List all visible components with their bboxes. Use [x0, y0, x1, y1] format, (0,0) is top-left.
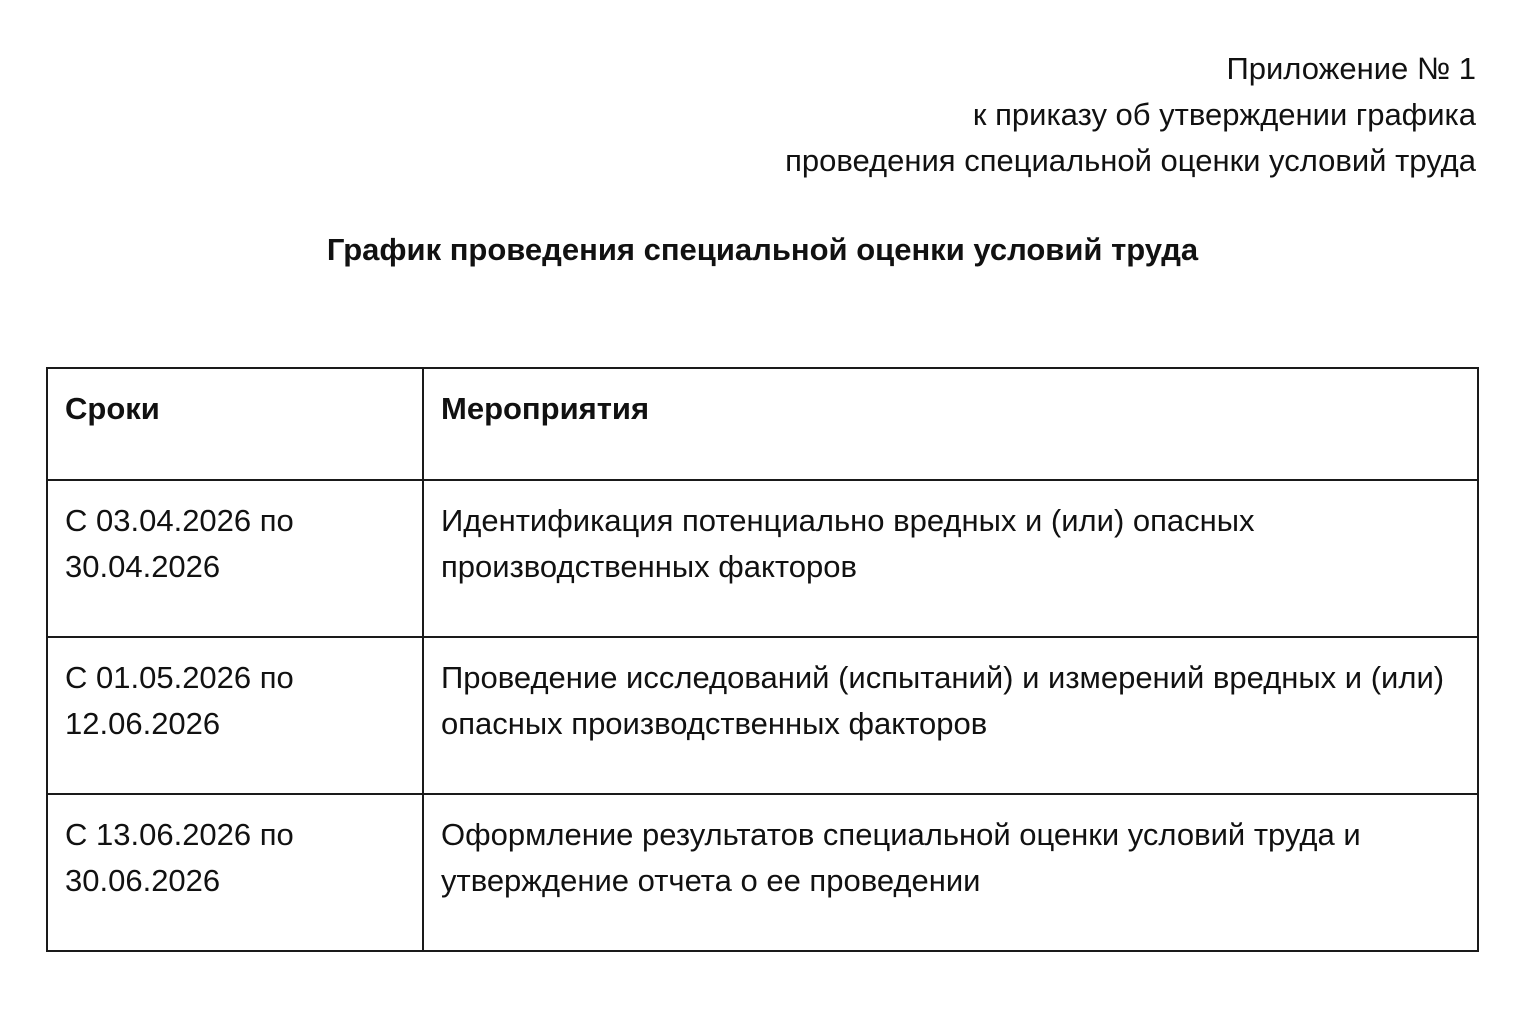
table-header-row — [47, 368, 1478, 480]
activity-cell: Идентификация потенциально вредных и (или) опасных производственных факторов — [423, 480, 1478, 637]
table-row — [47, 637, 1478, 794]
table-row — [47, 794, 1478, 951]
annex-header — [785, 46, 1476, 184]
annex-order-ref: к приказу об утверждении графика — [972, 97, 1476, 132]
schedule-table — [46, 367, 1479, 952]
header-activities: Мероприятия — [423, 368, 1478, 480]
document-title: График проведения специальной оценки условий труда — [326, 232, 1199, 267]
table-row — [47, 480, 1478, 637]
header-dates: Сроки — [47, 368, 423, 480]
annex-number: Приложение № 1 — [1226, 51, 1476, 86]
period-cell: С 03.04.2026 по 30.04.2026 — [47, 480, 423, 637]
period-cell: С 13.06.2026 по 30.06.2026 — [47, 794, 423, 951]
activity-cell: Оформление результатов специальной оценки условий труда и утверждение отчета о ее проведении — [423, 794, 1478, 951]
annex-subject: проведения специальной оценки условий труда — [785, 143, 1476, 178]
activity-cell: Проведение исследований (испытаний) и измерений вредных и (или) опасных производственных факторов — [423, 637, 1478, 794]
period-cell: С 01.05.2026 по 12.06.2026 — [47, 637, 423, 794]
